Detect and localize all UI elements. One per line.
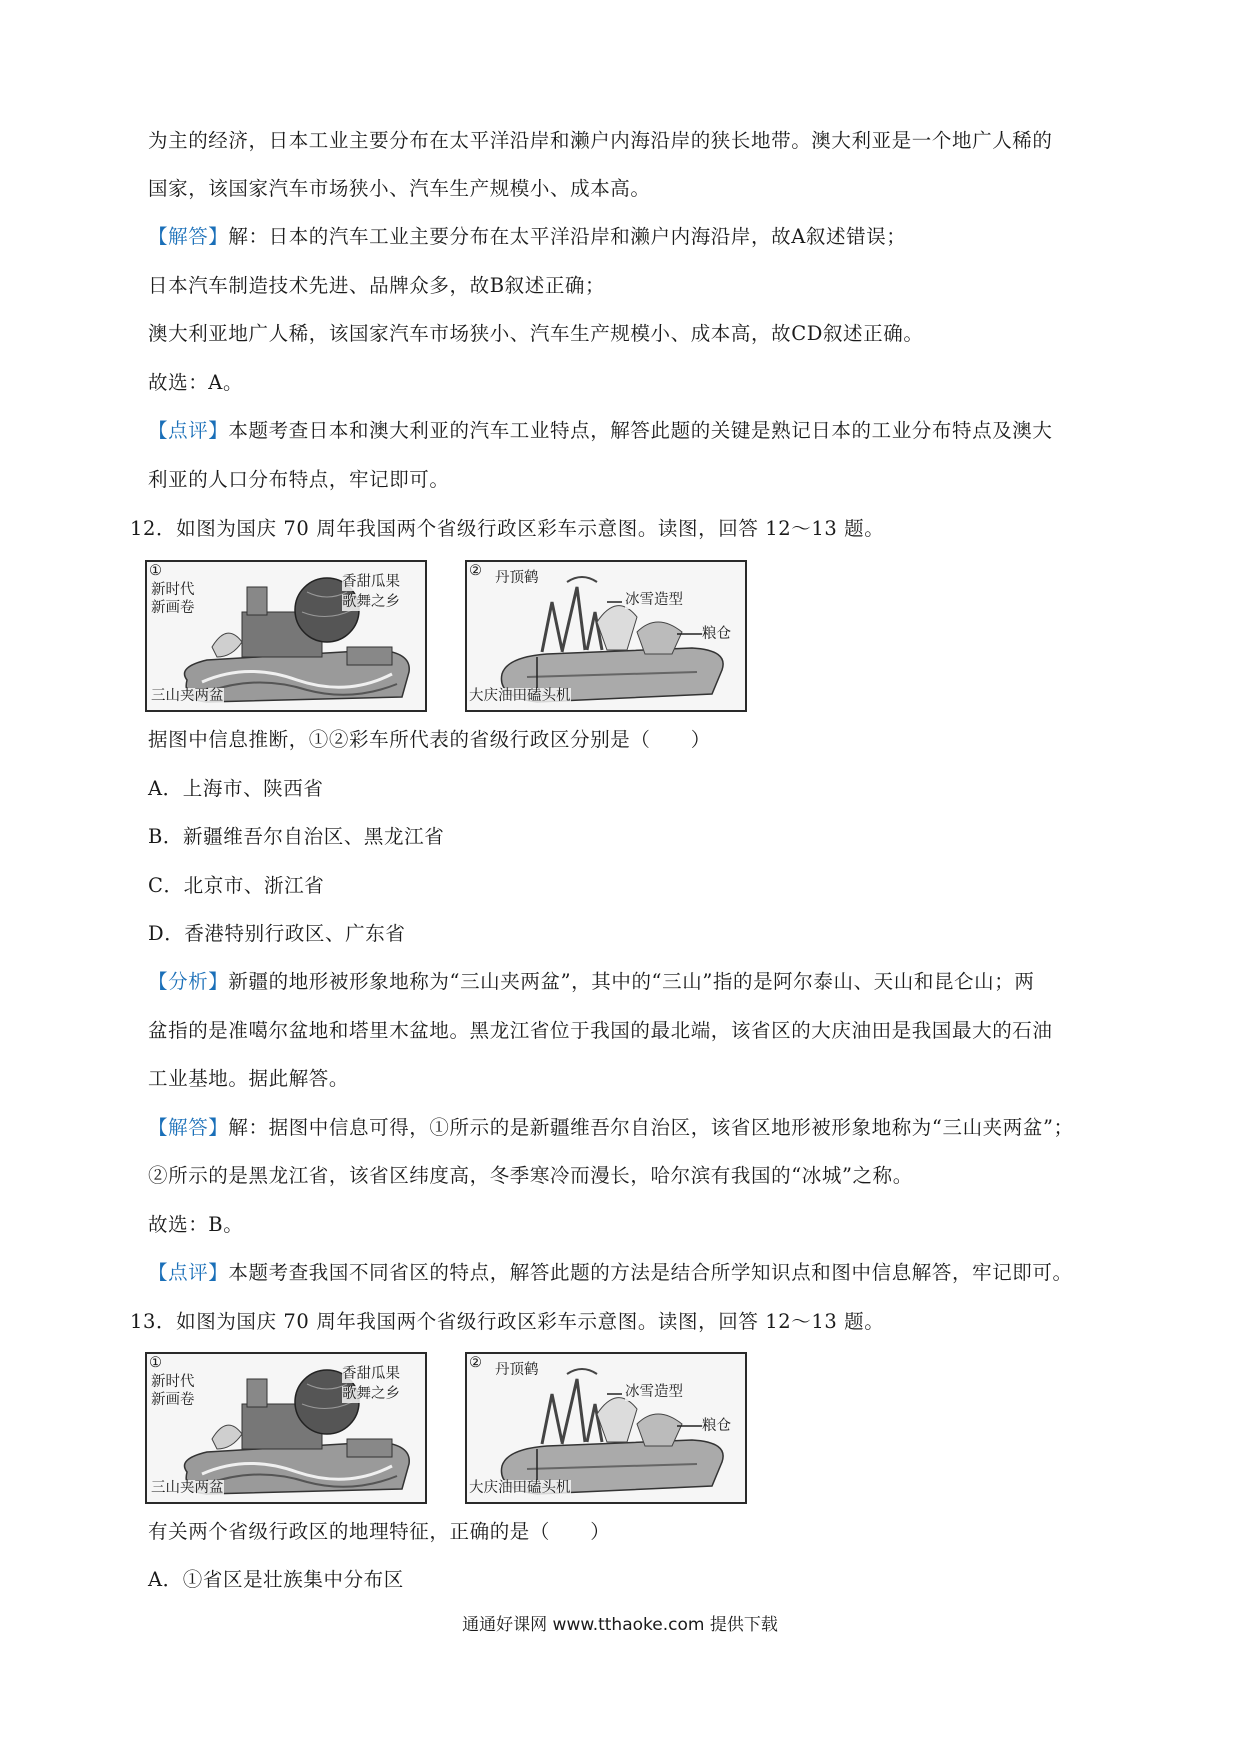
q12-solution-line-1 — [148, 1114, 1074, 1142]
float1-label-scroll: 新画卷 — [151, 600, 195, 616]
q13-float2-figure — [465, 1352, 747, 1504]
q12-comment-text: 本题考查我国不同省区的特点，解答此题的方法是结合所学知识点和图中信息解答，牢记即可。 — [228, 1261, 1073, 1284]
float1-label-dance: 歌舞之乡 — [342, 1386, 400, 1402]
q12-choice: 故选：B。 — [148, 1213, 244, 1236]
float1-label-melon: 香甜瓜果 — [342, 574, 400, 590]
float1-label-base: 三山夹两盆 — [151, 1480, 224, 1496]
float2-label-granary: 粮仓 — [702, 1418, 731, 1434]
prev-comment-text-1: 本题考查日本和澳大利亚的汽车工业特点，解答此题的关键是熟记日本的工业分布特点及澳大 — [228, 419, 1053, 442]
q12-comment — [148, 1259, 1073, 1287]
q12-analysis-line-2: 盆指的是准噶尔盆地和塔里木盆地。黑龙江省位于我国的最北端，该省区的大庆油田是我国最大的石油 — [148, 1019, 1053, 1042]
prev-comment-line-1 — [148, 417, 1053, 445]
q12-solution-text-1: 解：据图中信息可得，①所示的是新疆维吾尔自治区，该省区地形被形象地称为“三山夹两盆”； — [228, 1116, 1074, 1139]
float1-label-era: 新时代 — [151, 582, 195, 598]
prev-analysis-line-2: 国家，该国家汽车市场狭小、汽车生产规模小、成本高。 — [148, 177, 651, 200]
solution-tag: 【解答】 — [148, 1116, 229, 1139]
prev-solution-text-1: 解：日本的汽车工业主要分布在太平洋沿岸和濑户内海沿岸，故A叙述错误； — [228, 225, 907, 248]
q12-analysis-text-1: 新疆的地形被形象地称为“三山夹两盆”，其中的“三山”指的是阿尔泰山、天山和昆仑山；两 — [228, 970, 1035, 993]
q13-float1-figure — [145, 1352, 427, 1504]
prev-solution-line-1 — [148, 223, 906, 251]
q13-question: 有关两个省级行政区的地理特征，正确的是（ ） — [148, 1520, 611, 1543]
float1-label-base: 三山夹两盆 — [151, 688, 224, 704]
float1-number: ① — [149, 563, 162, 579]
float1-label-scroll: 新画卷 — [151, 1392, 195, 1408]
q12-analysis-line-3: 工业基地。据此解答。 — [148, 1067, 350, 1090]
q12-option-a: A．上海市、陕西省 — [148, 777, 324, 800]
q13-option-a: A．①省区是壮族集中分布区 — [148, 1568, 404, 1591]
float1-label-dance: 歌舞之乡 — [342, 594, 400, 610]
float1-number: ① — [149, 1355, 162, 1371]
q13-stem: 13．如图为国庆 70 周年我国两个省级行政区彩车示意图。读图，回答 12～13 题。 — [130, 1310, 885, 1333]
q12-analysis-line-1 — [148, 968, 1034, 996]
prev-solution-line-2: 日本汽车制造技术先进、品牌众多，故B叙述正确； — [148, 274, 606, 297]
prev-comment-line-2: 利亚的人口分布特点，牢记即可。 — [148, 468, 450, 491]
q12-option-c: C．北京市、浙江省 — [148, 874, 325, 897]
prev-analysis-line-1: 为主的经济，日本工业主要分布在太平洋沿岸和濑户内海沿岸的狭长地带。澳大利亚是一个地广人稀的 — [148, 129, 1053, 152]
float2-number: ② — [469, 1355, 482, 1371]
float2-label-ice: 冰雪造型 — [625, 1384, 683, 1400]
float2-label-base: 大庆油田磕头机 — [469, 688, 571, 704]
float2-label-ice: 冰雪造型 — [625, 592, 683, 608]
q12-option-b: B．新疆维吾尔自治区、黑龙江省 — [148, 825, 445, 848]
q12-stem: 12．如图为国庆 70 周年我国两个省级行政区彩车示意图。读图，回答 12～13 题。 — [130, 517, 885, 540]
float1-label-melon: 香甜瓜果 — [342, 1366, 400, 1382]
page-footer: 通通好课网 www.tthaoke.com 提供下载 — [462, 1615, 778, 1635]
float2-label-crane: 丹顶鹤 — [495, 1362, 539, 1378]
prev-choice: 故选：A。 — [148, 371, 244, 394]
float2-label-crane: 丹顶鹤 — [495, 570, 539, 586]
prev-solution-line-3: 澳大利亚地广人稀，该国家汽车市场狭小、汽车生产规模小、成本高，故CD叙述正确。 — [148, 322, 924, 345]
q12-solution-line-2: ②所示的是黑龙江省，该省区纬度高，冬季寒冷而漫长，哈尔滨有我国的“冰城”之称。 — [148, 1164, 913, 1187]
comment-tag: 【点评】 — [148, 1261, 229, 1284]
q12-float1-figure — [145, 560, 427, 712]
q12-float2-figure — [465, 560, 747, 712]
q12-question: 据图中信息推断，①②彩车所代表的省级行政区分别是（ ） — [148, 728, 711, 751]
float2-label-granary: 粮仓 — [702, 626, 731, 642]
q12-option-d: D．香港特别行政区、广东省 — [148, 922, 406, 945]
comment-tag: 【点评】 — [148, 419, 229, 442]
solution-tag: 【解答】 — [148, 225, 229, 248]
float2-label-base: 大庆油田磕头机 — [469, 1480, 571, 1496]
float2-number: ② — [469, 563, 482, 579]
float1-label-era: 新时代 — [151, 1374, 195, 1390]
analysis-tag: 【分析】 — [148, 970, 229, 993]
